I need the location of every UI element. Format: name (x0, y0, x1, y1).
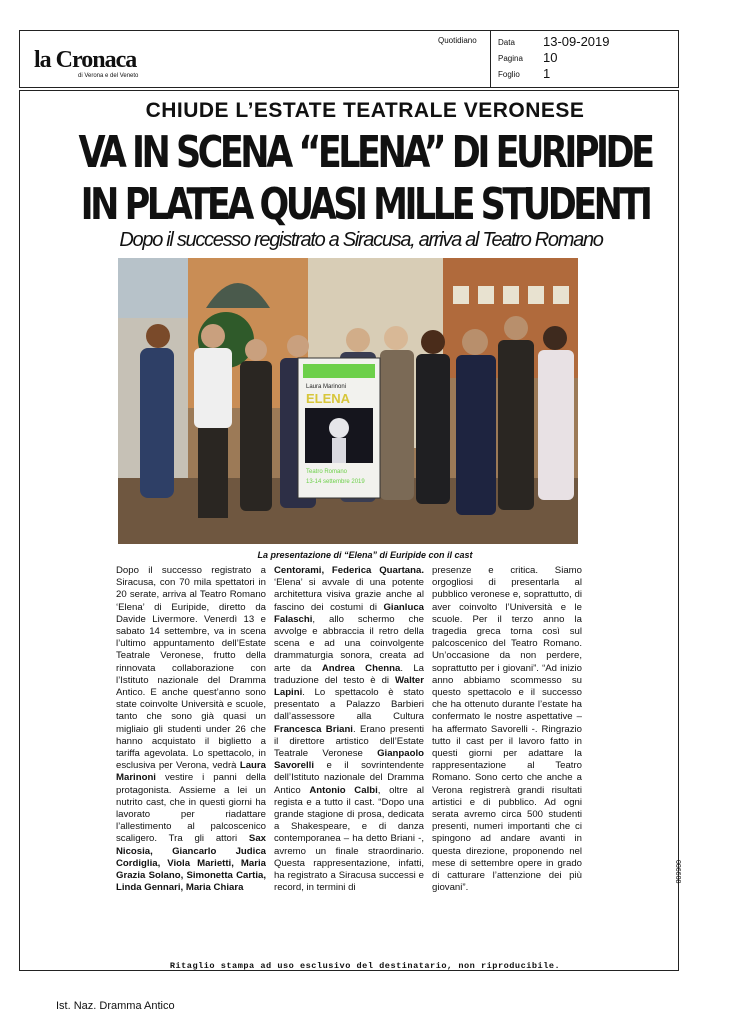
clipping-source: Ist. Naz. Dramma Antico (56, 1000, 175, 1012)
meta-label: Data (498, 38, 515, 47)
meta-label: Foglio (498, 70, 520, 79)
body-column-2: Centorami, Federica Quartana. ‘Elena’ si avvale di una potente architettura visiva grazie anche al fascino dei costumi di Gianluca Falaschi, allo schermo che avvolge e abbraccia il retro della scena e ad una coinvolgente drammaturgia sonora, creata ad arte da Andrea Chenna. La traduzione del testo è di Walter Lapini. Lo spettacolo è stato presentato a Palazzo Barbieri dall’assessore alla Cultura Francesca Briani. Erano presenti il direttore artistico dell’Estate Teatrale Veronese Gianpaolo Savorelli e il sovrintendente dell’Istituto nazionale del Dramma Antico Antonio Calbi, oltre al regista e a tutto il cast. “Dopo una grande stagione di prosa, dedicata a Shakespeare, e di danza contemporanea – ha detto Briani -, avremo un finale straordinario. Questa rappresentazione, infatti, ha registrato a Siracusa successi e record, in termini di (274, 565, 424, 894)
publication-kind: Quotidiano (438, 36, 477, 45)
article-subhead: Dopo il successo registrato a Siracusa, arriva al Teatro Romano (119, 229, 603, 251)
newspaper-logo (34, 45, 174, 81)
cast-photo (118, 258, 578, 544)
meta-value: 1 (543, 66, 551, 81)
header-divider (490, 31, 491, 87)
body-column-1: Dopo il successo registrato a Siracusa, con 70 mila spettatori in 20 serate, arriva al Teatro Romano ‘Elena’ di Euripide, diretto da Davide Livermore. Venerdì 13 e sabato 14 settembre, va in scena l’ultimo appuntamento dell’Estate Teatrale Veronese, frutto della rinnovata collaborazione con l’Istituto nazionale del Dramma Antico. E anche quest’anno sono state coinvolte Università e scuole, tanto che sono già quasi un migliaio gli studenti under 26 che hanno acquistato il biglietto a tariffa agevolata. Lo spettacolo, in esclusiva per Verona, vedrà Laura Marinoni vestire i panni della protagonista. Assieme a lei un nutrito cast, che in questi giorni ha lavorato per riadattare l’allestimento al palcoscenico scaligero. Tra gli attori Sax Nicosia, Giancarlo Judica Cordiglia, Viola Marietti, Maria Grazia Solano, Simonetta Cartia, Linda Gennari, Maria Chiara (116, 565, 266, 894)
reproduction-notice: Ritaglio stampa ad uso esclusivo del destinatario, non riproducibile. (169, 961, 561, 971)
clipping-code: 006608 (674, 860, 681, 884)
poster-title: ELENA (306, 391, 351, 406)
meta-row-sheet (498, 66, 678, 82)
header-box (19, 30, 679, 88)
meta-value: 10 (543, 50, 558, 65)
poster-place: Teatro Romano (306, 469, 348, 475)
headline-line-2: IN PLATEA QUASI MILLE STUDENTI (80, 180, 650, 230)
meta-row-page (498, 50, 678, 66)
poster-dates: 13-14 settembre 2019 (306, 479, 365, 485)
meta-table (498, 34, 678, 82)
headline-line-1: VA IN SCENA “ELENA” DI EURIPIDE (78, 128, 652, 178)
photo-caption: La presentazione di “Elena” di Euripide con il cast (257, 550, 473, 560)
meta-row-date (498, 34, 678, 50)
article-body (116, 565, 581, 960)
poster-author: Laura Marinoni (306, 384, 347, 390)
cast-photo-illustration (118, 258, 578, 544)
logo-subtitle: di Verona e del Veneto (78, 73, 139, 79)
meta-label: Pagina (498, 54, 523, 63)
meta-value: 13-09-2019 (543, 34, 610, 49)
article-kicker: CHIUDE L’ESTATE TEATRALE VERONESE (145, 99, 585, 122)
body-column-3: presenze e critica. Siamo orgogliosi di presentarla al pubblico veronese e, soprattutto, di aver coinvolto l’Università e le scuole. Per il terzo anno la tragedia greca torna così sul palcoscenico del Teatro Romano. Un’occasione da non perdere, soprattutto per i giovani”. “Ad inizio anno abbiamo scommesso su questo spettacolo e il successo che ha ottenuto durante l’estate ha confermato le nostre aspettative – ha affermato Savorelli -. Ringrazio tutto il cast per il lavoro fatto in questi giorni per adattare la rappresentazione al Teatro Romano. Sono certo che anche a Verona registrerà grandi risultati artistici e di pubblico. Ad ogni serata avremo circa 500 studenti presenti, numeri importanti che ci spingono ad andare avanti in questa direzione, proponendo nel mese di settembre opere in grado di catturare l’attenzione dei più giovani”. (432, 565, 582, 894)
logo-text: la Cronaca (34, 47, 137, 73)
